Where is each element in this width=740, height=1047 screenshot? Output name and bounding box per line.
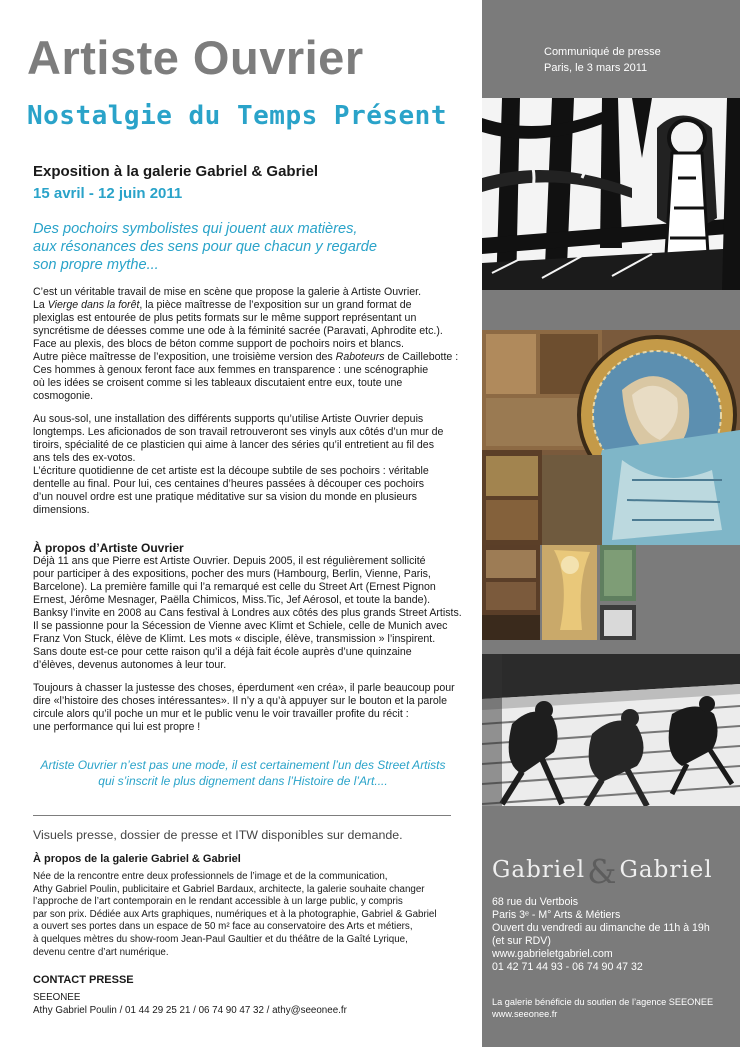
paragraph-line: Sans doute est-ce pour cette raison qu’il a déjà fait école auprès d’une quinzaine	[33, 646, 412, 659]
text-segment: où les idées se croisent comme si les tableaux discutaient entre eux, toute une	[33, 377, 403, 390]
logo-ampersand: &	[587, 852, 618, 891]
exhibition-heading: Exposition à la galerie Gabriel & Gabriel	[33, 163, 319, 180]
tagline-line: son propre mythe...	[33, 257, 159, 273]
paragraph-line: ans tels des ex-votos.	[33, 452, 136, 465]
basement-paragraph	[33, 413, 463, 517]
quote-line: Artiste Ouvrier n’est pas une mode, il est certainement l’un des Street Artists	[40, 758, 446, 772]
press-release-date: Paris, le 3 mars 2011	[544, 62, 648, 74]
artwork-forest-stencil-image	[482, 98, 740, 290]
artwork-title: Raboteurs	[335, 351, 385, 364]
about-gallery-heading: À propos de la galerie Gabriel & Gabriel	[33, 853, 241, 865]
paragraph-line	[33, 286, 463, 299]
tagline	[33, 220, 453, 274]
contact-block	[33, 992, 463, 1018]
press-materials-note: Visuels presse, dossier de presse et ITW disponibles sur demande.	[33, 828, 403, 842]
paragraph-line: Déjà 11 ans que Pierre est Artiste Ouvrier. Depuis 2005, il est régulièrement sollicité	[33, 555, 426, 567]
paragraph-line: l’approche de l’art contemporain en le rendant accessible à un large public, y compris	[33, 896, 403, 908]
address-line: 68 rue du Vertbois	[492, 896, 578, 908]
paragraph-line	[33, 351, 463, 364]
about-artist-heading: À propos d’Artiste Ouvrier	[33, 541, 184, 555]
phone-numbers: 01 42 71 44 93 - 06 74 90 47 32	[492, 961, 643, 973]
paragraph-line: Il se passionne pour la Sécession de Vienne avec Klimt et Schiele, celle de Munich avec	[33, 620, 448, 633]
paragraph-line	[33, 338, 463, 351]
contact-line: Athy Gabriel Poulin / 01 44 29 25 21 / 06 74 90 47 32 / athy@seeonee.fr	[33, 1004, 347, 1016]
paragraph-line	[33, 325, 463, 338]
text-segment: cosmogonie.	[33, 390, 94, 403]
logo-word: Gabriel	[619, 857, 713, 883]
quote-line: qui s’inscrit le plus dignement dans l’Histoire de l’Art....	[98, 774, 388, 788]
about-artist-paragraph-2	[33, 682, 463, 734]
paragraph-line	[33, 364, 463, 377]
paragraph-line: Née de la rencontre entre deux professionnels de l’image et de la communication,	[33, 871, 388, 882]
tagline-line: Des pochoirs symbolistes qui jouent aux matières,	[33, 221, 358, 237]
opening-hours-note: (et sur RDV)	[492, 935, 551, 947]
artwork-floor-scrapers-image	[482, 654, 740, 806]
text-segment: C’est un véritable travail de mise en scène que propose la galerie à Artiste Ouvrier.	[33, 286, 422, 298]
text-segment: plexiglas est entourée de plus petits formats sur le même support représentant un	[33, 312, 417, 325]
text-segment: La	[33, 299, 48, 312]
website-link[interactable]: www.gabrieletgabriel.com	[492, 948, 613, 960]
paragraph-line: Ernest, Jérôme Mesnager, Paëlla Chimicos, Miss.Tic, Jef Aérosol, et toute la bande).	[33, 594, 431, 607]
page-title: Artiste Ouvrier	[27, 31, 364, 84]
paragraph-line: dimensions.	[33, 504, 90, 517]
opening-hours: Ouvert du vendredi au dimanche de 11h à 19h	[492, 922, 710, 934]
paragraph-line: circule alors qu’il poche un mur et le public venu le voir travailler profite du récit :	[33, 708, 409, 721]
paragraph-line: une performance qui lui est propre !	[33, 721, 201, 734]
text-segment: syncrétisme de déesses comme une ode à la féminité sacrée (Paravati, Aphrodite etc.).	[33, 325, 443, 338]
intro-paragraph	[33, 286, 463, 403]
paragraph-line: L’écriture quotidienne de cet artiste est la découpe subtile de ses pochoirs : véritable	[33, 465, 429, 478]
paragraph-line	[33, 299, 463, 312]
paragraph-line: à quelques mètres du show-room Jean-Paul Gaultier et du théâtre de la Gaîté Lyrique,	[33, 933, 408, 945]
paragraph-line: d’un nouvel ordre est une pratique méditative sur sa vision du monde en plusieurs	[33, 491, 417, 504]
paragraph-line: longtemps. Les aficionados de son travail retrouveront ses vinyls aux côtés d’un mur de	[33, 426, 444, 439]
support-note: La galerie bénéficie du soutien de l’agence SEEONEE	[492, 997, 714, 1007]
paragraph-line: Toujours à chasser la justesse des choses, éperdument «en créa», il parle beaucoup pour	[33, 682, 455, 694]
paragraph-line: dentelle au final. Pour lui, ces centaines d’heures passées à découper ces pochoirs	[33, 478, 425, 491]
sidebar	[482, 0, 740, 1047]
exhibition-dates: 15 avril - 12 juin 2011	[33, 185, 183, 202]
text-segment: Face au plexis, des blocs de béton comme support de pochoirs noirs et blancs.	[33, 338, 404, 351]
paragraph-line: Au sous-sol, une installation des différents supports qu’utilise Artiste Ouvrier depuis	[33, 413, 424, 425]
text-segment: de Caillebotte :	[384, 351, 459, 364]
paragraph-line	[33, 390, 463, 403]
divider	[33, 815, 451, 816]
paragraph-line	[33, 377, 463, 390]
paragraph-line: tiroirs, spécialité de ce plasticien qui aime à lancer des séries qu’il entretient au fil des	[33, 439, 435, 452]
text-segment: Ces hommes à genoux feront face aux femmes en transparence : une scénographie	[33, 364, 429, 377]
address-line: Paris 3ᵉ - M° Arts & Métiers	[492, 909, 621, 921]
gallery-address	[492, 896, 710, 974]
paragraph-line: par son prix. Dédiée aux Arts graphiques, numériques et à la photographie, Gabriel & Gabriel	[33, 908, 437, 920]
contact-line: SEEONEE	[33, 992, 81, 1003]
paragraph-line: Banksy l’invite en 2008 au Cans festival à Londres aux côtés des plus grands Street Artists.	[33, 607, 462, 620]
artwork-art-nouveau-image	[482, 330, 740, 640]
agency-link[interactable]: www.seeonee.fr	[492, 1009, 558, 1019]
about-artist-paragraph	[33, 555, 463, 672]
paragraph-line: Franz Von Stuck, élève de Klimt. Les mots « disciple, élève, transmission » l’inspirent.	[33, 633, 436, 646]
paragraph-line: Barcelone). La première famille qui l’a remarqué est celle du Street Art (Ernest Pignon	[33, 581, 436, 594]
contact-heading: CONTACT PRESSE	[33, 974, 134, 986]
agency-support	[492, 996, 713, 1020]
paragraph-line: d’élèves, devenus autonomes à leur tour.	[33, 659, 227, 672]
paragraph-line: dire «l’histoire des choses intéressantes». Il n’y a qu’à appuyer sur le bouton et la parole	[33, 695, 447, 708]
pull-quote	[33, 757, 453, 789]
paragraph-line: devenu centre d’art numérique.	[33, 946, 169, 958]
page-subtitle: Nostalgie du Temps Présent	[27, 101, 447, 131]
artwork-title: Vierge dans la forêt	[47, 299, 140, 312]
press-release-label: Communiqué de presse	[544, 46, 661, 58]
logo-word: Gabriel	[492, 857, 586, 883]
paragraph-line: a ouvert ses portes dans un espace de 50 m² face au conservatoire des Arts et métiers,	[33, 921, 413, 933]
press-release-block	[544, 44, 661, 76]
text-segment: Autre pièce maîtresse de l’exposition, une troisième version des	[33, 351, 336, 364]
paragraph-line	[33, 312, 463, 325]
tagline-line: aux résonances des sens pour que chacun y regarde	[33, 239, 377, 255]
paragraph-line: Athy Gabriel Poulin, publicitaire et Gabriel Bardaux, architecte, la galerie souhaite changer	[33, 883, 425, 895]
text-segment: , la pièce maîtresse de l’exposition sur un grand format de	[139, 299, 412, 312]
paragraph-line: pour participer à des expositions, pocher des murs (Hambourg, Berlin, Vienne, Paris,	[33, 568, 431, 581]
about-gallery-paragraph	[33, 871, 463, 959]
gallery-logo	[492, 846, 713, 891]
